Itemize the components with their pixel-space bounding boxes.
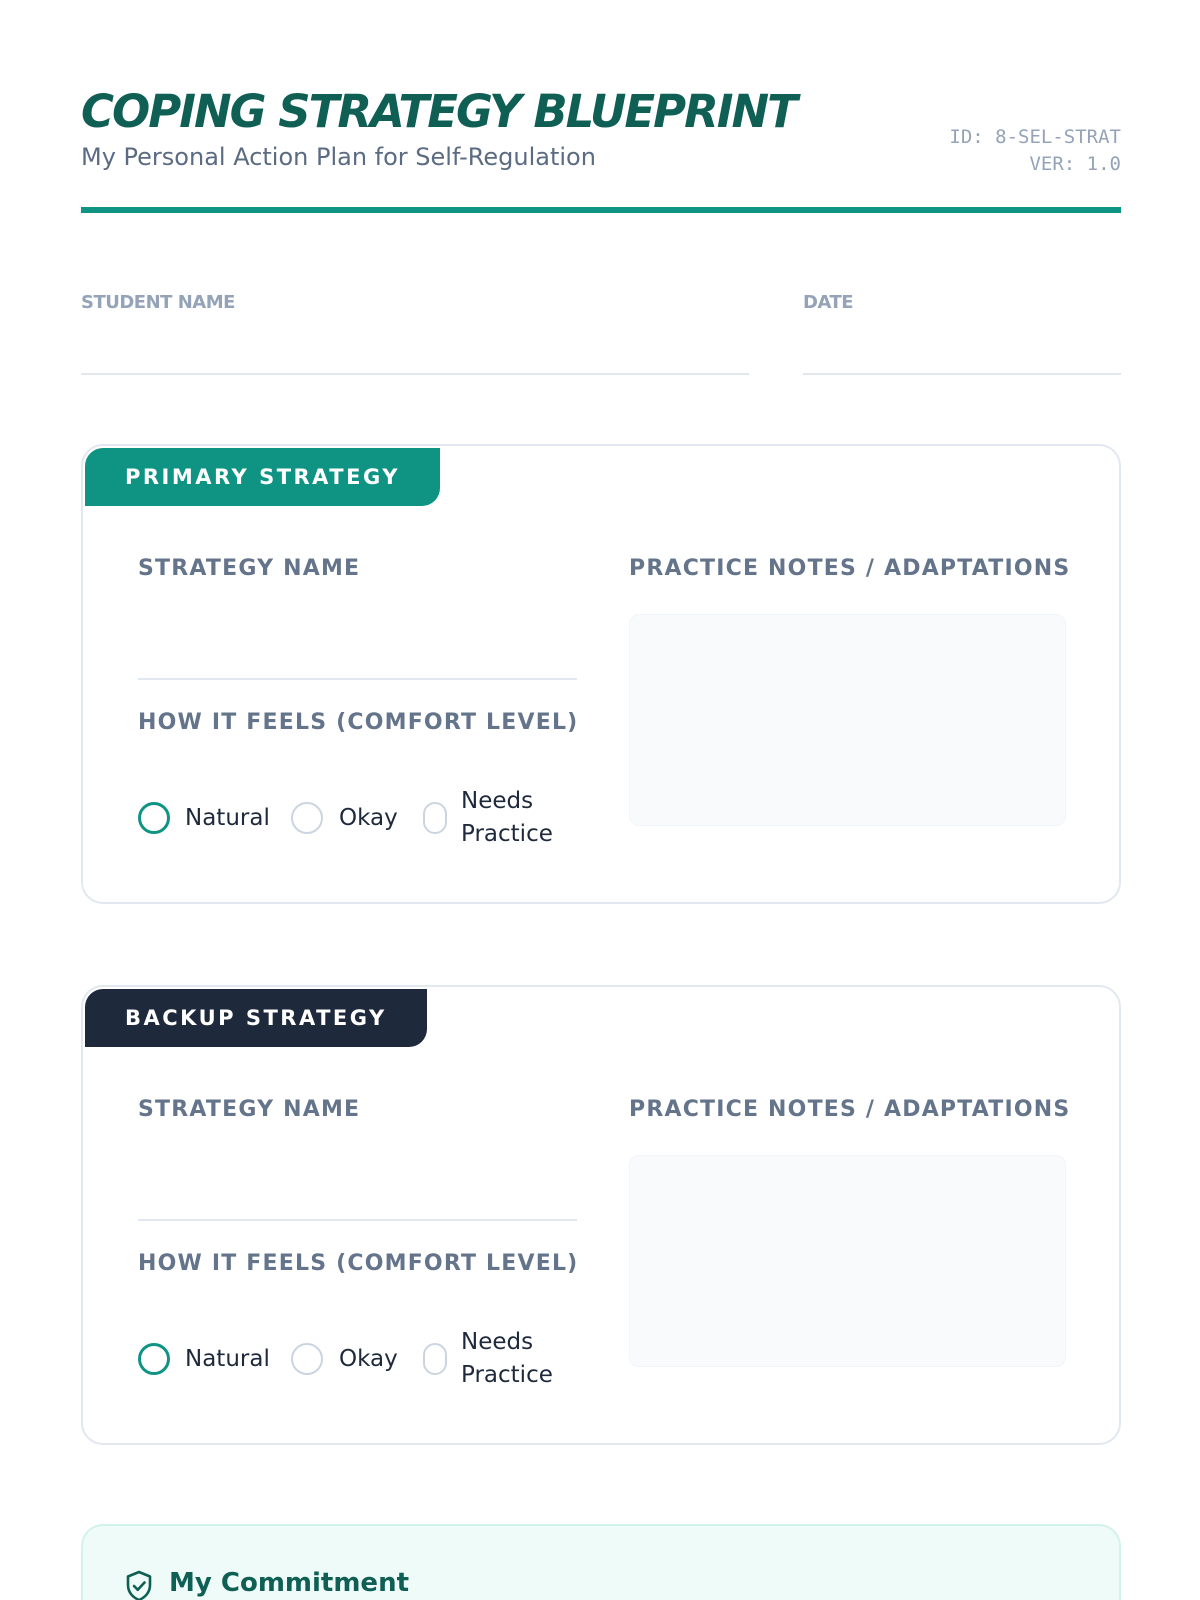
backup-strategy-card	[81, 985, 1121, 1445]
backup-strategy-tab: BACKUP STRATEGY	[85, 989, 427, 1047]
document-subtitle: My Personal Action Plan for Self-Regulation	[81, 143, 596, 171]
radio-needs-line2: Practice	[461, 1362, 553, 1388]
date-field[interactable]	[803, 373, 1121, 375]
document-title: COPING STRATEGY BLUEPRINT	[81, 85, 796, 138]
radio-needs-line2: Practice	[461, 821, 553, 847]
primary-strategy-tab: PRIMARY STRATEGY	[85, 448, 440, 506]
strategy-name-label: STRATEGY NAME	[138, 1097, 361, 1122]
practice-notes-label: PRACTICE NOTES / ADAPTATIONS	[629, 556, 1071, 581]
strategy-name-label: STRATEGY NAME	[138, 556, 361, 581]
commitment-title: My Commitment	[169, 1568, 410, 1598]
commitment-section	[81, 1524, 1121, 1600]
document-id: ID: 8-SEL-STRAT	[949, 126, 1121, 148]
radio-needs-practice[interactable]	[423, 1343, 447, 1375]
document-meta	[949, 124, 1121, 178]
comfort-level-label: HOW IT FEELS (COMFORT LEVEL)	[138, 1251, 579, 1276]
primary-strategy-card	[81, 444, 1121, 904]
radio-okay-label: Okay	[339, 1346, 398, 1372]
header-divider	[81, 207, 1121, 213]
radio-needs-practice[interactable]	[423, 802, 447, 834]
student-name-field[interactable]	[81, 373, 749, 375]
radio-needs-practice-label	[461, 1326, 553, 1392]
radio-needs-line1: Needs	[461, 788, 534, 814]
radio-needs-line1: Needs	[461, 1329, 534, 1355]
practice-notes-field[interactable]	[629, 1155, 1066, 1367]
radio-okay-label: Okay	[339, 805, 398, 831]
student-name-label: STUDENT NAME	[81, 292, 235, 313]
practice-notes-label: PRACTICE NOTES / ADAPTATIONS	[629, 1097, 1071, 1122]
radio-natural-label: Natural	[185, 1346, 270, 1372]
practice-notes-field[interactable]	[629, 614, 1066, 826]
radio-okay[interactable]	[291, 802, 323, 834]
date-label: DATE	[803, 292, 854, 313]
radio-okay[interactable]	[291, 1343, 323, 1375]
radio-needs-practice-label	[461, 785, 553, 851]
radio-natural[interactable]	[138, 802, 170, 834]
comfort-level-label: HOW IT FEELS (COMFORT LEVEL)	[138, 710, 579, 735]
radio-natural-label: Natural	[185, 805, 270, 831]
radio-natural[interactable]	[138, 1343, 170, 1375]
strategy-name-field[interactable]	[138, 1219, 577, 1221]
document-header	[81, 84, 1121, 175]
strategy-name-field[interactable]	[138, 678, 577, 680]
document-version: VER: 1.0	[1029, 153, 1121, 175]
shield-check-icon	[125, 1570, 153, 1600]
